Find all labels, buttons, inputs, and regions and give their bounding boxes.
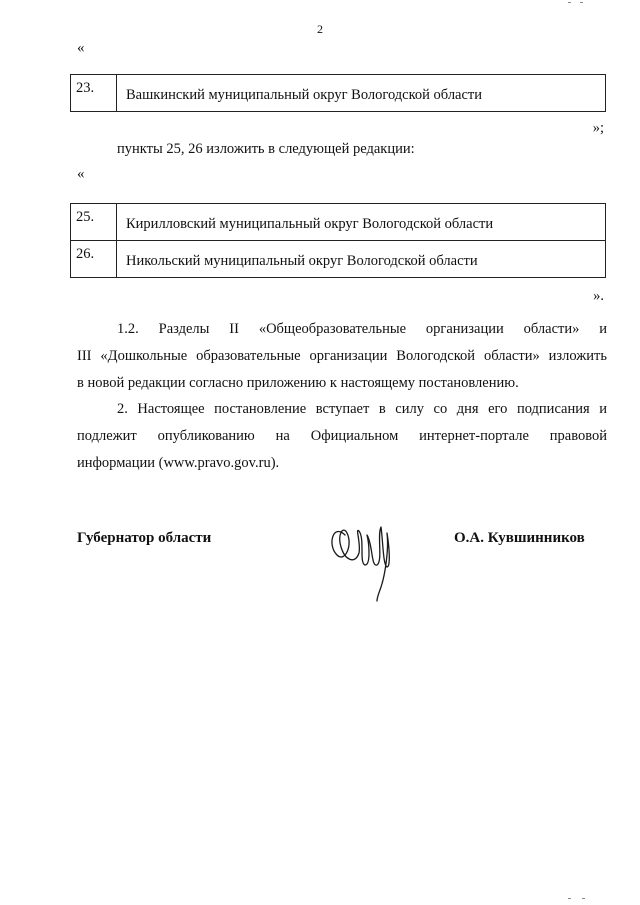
table-row	[71, 75, 606, 112]
row-number: 25.	[71, 204, 117, 241]
scan-mark	[580, 2, 583, 3]
row-district-name: Кирилловский муниципальный округ Вологодской области	[117, 204, 606, 241]
amendment-intro: пункты 25, 26 изложить в следующей редакции:	[117, 141, 415, 157]
table-block-1	[70, 74, 606, 112]
signatory-name: О.А. Кувшинников	[454, 530, 585, 546]
table-row	[71, 241, 606, 278]
row-district-name: Вашкинский муниципальный округ Вологодской области	[117, 75, 606, 112]
row-district-name: Никольский муниципальный округ Вологодской области	[117, 241, 606, 278]
table-row	[71, 204, 606, 241]
paragraph-2	[77, 396, 607, 477]
page-number: 2	[317, 22, 323, 36]
signatory-title: Губернатор области	[77, 530, 212, 546]
open-quote: «	[77, 166, 85, 182]
row-number: 23.	[71, 75, 117, 112]
close-quote: »;	[592, 120, 604, 136]
open-quote: «	[77, 40, 85, 56]
close-quote: ».	[593, 288, 604, 304]
paragraph-line: информации (www.pravo.gov.ru).	[77, 455, 280, 471]
scan-mark	[582, 898, 585, 899]
scan-mark	[568, 2, 571, 3]
row-number: 26.	[71, 241, 117, 278]
scan-mark	[568, 898, 571, 899]
handwritten-signature-icon	[325, 505, 405, 605]
paragraph-line: 2. Настоящее постановление вступает в силу со дня его подписания и	[117, 401, 607, 417]
paragraph-line: 1.2. Разделы II «Общеобразовательные организации области» и	[117, 321, 607, 337]
paragraph-line: в новой редакции согласно приложению к настоящему постановлению.	[77, 375, 519, 391]
paragraph-line: III «Дошкольные образовательные организации Вологодской области» изложить	[77, 348, 607, 364]
table-block-2	[70, 203, 606, 278]
paragraph-1-2	[77, 316, 607, 397]
paragraph-line: подлежит опубликованию на Официальном интернет-портале правовой	[77, 428, 607, 444]
